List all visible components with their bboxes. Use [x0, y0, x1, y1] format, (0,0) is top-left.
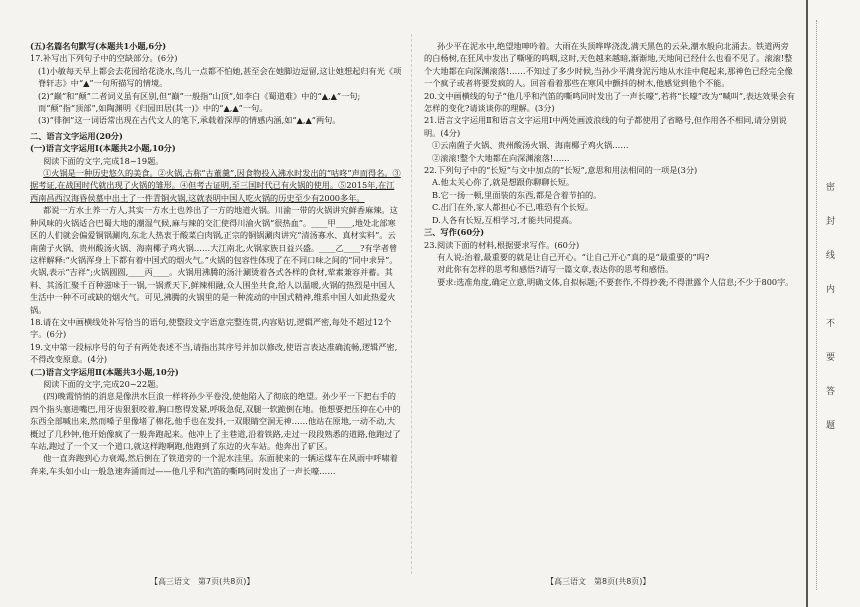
- left-column-line: (五)名篇名句默写(本题共1小题,6分): [30, 41, 167, 51]
- right-column-line: D.人各有长短,互相学习,才能共同提高。: [432, 214, 578, 225]
- right-column-line: 23.阅读下面的材料,根据要求写作。(60分): [424, 239, 580, 250]
- right-column-line: ①云南菌子火锅、贵州酸汤火锅、海南椰子鸡火锅……: [432, 140, 629, 151]
- left-column-line: (2)“巅”和“颠”二者词义虽有区别,但“巅”一般指“山顶”,如李白《蜀道难》中的“▲,▲”一句;而“颠”指“顶部”,如陶渊明《归园田居(其一)》中的“▲,▲”一句。: [38, 90, 361, 114]
- seal-char: 密: [826, 183, 836, 193]
- left-column-line: (四)晚霞悄悄的消息是像洪水巨浪一样将孙少平卷没,使他陷入了彻底的绝望。孙少平一下把右手的四个指头塞进嘴巴,用牙齿狠狠咬着,胸口憋得发紧,呼吸急促,双腿一软跪倒在地。他想要把压抑在心中的东西全部喊出来,然而嗓子里像堵了棉花,他手也在发抖,一双眼睛空洞无神……他站在原地,一动不动,大概过了几秒钟,他开始像疯了一般奔跑起来。他冲上了主巷道,沿着铁路,走过一段段熟悉的道路,他跑过了车站,跑过了一个又一个道口,就这样跑啊跑,他跑到了东边的火车站。他奔出了矿区。: [30, 391, 401, 451]
- right-column-line: 孙少平在泥水中,绝望地呻吟着。大雨在头顶哗哗浇泼,满天黑色的云朵,潮水般向北涌去。铁道两旁的白杨树,在狂风中发出了嘶哑的呜咽,这时,天色越来越暗,渐渐地,天地间已经什么也看不见了。滚滚!整个大地都在向深渊滚落!……不知过了多少时候,当孙少平满身泥污地从水洼中爬起来,那神色已经完全像一个疯子或者将要发疯的人。回首看着那些在寒风中颤抖的树木,他感觉到他个不能。: [424, 41, 793, 89]
- left-column-line: (1)小敏每天早上都会去花园给花浇水,鸟儿一点都不怕她,甚至会在她脚边逗留,这让她想起归有光《项脊轩志》中“▲”一句所描写的情境。: [38, 65, 402, 89]
- right-column-line: 三、写作(60分): [424, 227, 485, 238]
- footer-left: 【高三语文 第7页(共8页)】: [150, 577, 255, 586]
- seal-char: 封: [826, 217, 836, 227]
- seal-char: 答: [826, 387, 836, 397]
- seal-char: 题: [826, 421, 836, 431]
- seal-char: 不: [826, 319, 836, 329]
- left-column-line: 阅读下面的文字,完成18~19题。: [43, 155, 164, 166]
- binding-dotted-line: [816, 20, 817, 590]
- right-column-line: 21.语言文字运用Ⅱ和语言文字运用Ⅰ中两处画波浪线的句子都使用了省略号,但作用各不相同,请分别说明。(4分): [424, 115, 787, 138]
- left-column-line: 二、语言文字运用(20分): [30, 130, 123, 141]
- seal-char: 线: [826, 251, 836, 261]
- right-column-line: ②滚滚!整个大地都在向深渊滚落!……: [432, 152, 570, 163]
- right-column-line: 有人说:治着,最重要的就是让自己开心。“让自己开心”真的是“最重要的”吗?: [437, 251, 710, 262]
- right-column-line: C.出门在外,家人都担心不已,唯恐有个长短。: [432, 202, 594, 213]
- left-column-line: 19.文中第一段标序号的句子有两处表述不当,请指出其序号并加以修改,使语言表达准确流畅,逻辑严密,不得改变原意。(4分): [30, 341, 398, 365]
- footer-right: 【高三语文 第8页(共8页)】: [546, 577, 651, 586]
- right-column-line: B.它一扬一顿,里面装的东西,都是合着节拍的。: [432, 189, 602, 200]
- right-column-line: 22.下列句子中的“长短”与文中加点的“长短”,意思和用法相同的一项是(3分): [424, 165, 698, 176]
- left-column-line: 他一直奔跑到心力衰竭,然后倒在了铁道旁的一个泥水洼里。东面驶来的一辆运煤车在风雨中呼啸着奔来,车头如小山一般急速奔涌而过——他几乎和汽笛的嘶鸣同时发出了一声长嚎……: [30, 453, 398, 476]
- left-column-line: 17.补写出下列句子中的空缺部分。(6分): [30, 53, 178, 64]
- right-column-line: A.他太关心你了,就是想跟你聊聊长短。: [432, 177, 575, 188]
- left-column-line: (3)“徘徊”这一词语常出现在古代文人的笔下,承载着深厚的情感内涵,如“▲,▲”两句。: [38, 115, 341, 126]
- left-column-line: 都说一方水土养一方人,其实一方水土也养出了一方的地道火锅。川渝一带的火锅讲究鲜香麻辣。这种风味的火锅适合巴蜀大地的潮湿气候,麻与辣的交汇使得川渝火锅“很热血”。____甲____,地处北部寒区的人们就会偏爱铜锅涮肉,东北人热衷于酸菜白肉锅,正宗的铜锅涮肉讲究“清汤寡水、真材实料”。云南菌子火锅、贵州酸汤火锅、海南椰子鸡火锅……大江南北,火锅家族日益兴盛。____乙____?有学者曾这样解释:“火锅浑身上下都有着中国式的烟火气。”火锅的包容性体现了在不同口味之间的“同中求异”。火锅,表示“吉祥”;火锅圆圆,____丙____。火锅用沸腾的汤汁涮烫着各式各样的食材,荤素兼容并蓄。其料、其汤汇聚千百种滋味于一锅,一锅煮天下,鲜辣相融,众人围坐共食,给人以温暖,火锅的热烈是中国人生活中一种不可或缺的烟火气。可见,沸腾的火锅里的是一种流动的中国式精神,维系中国人如此热爱火锅。: [30, 205, 398, 315]
- seal-char: 要: [826, 353, 836, 363]
- right-column-line: 对此你有怎样的思考和感悟?请写一篇文章,表达你的思考和感悟。: [437, 264, 674, 275]
- binding-strip: [806, 0, 860, 607]
- right-column: [424, 40, 796, 288]
- left-column-line: ①火锅是一种历史悠久的美食。②火锅,古称“古董羹”,因食物投入沸水时发出的“咕咚”声而得名。③据考证,在战国时代就出现了火锅的雏形。④但考古证明,至三国时代已有火锅的使用。⑤2015年,在江西南昌西汉海昏侯墓中出土了一件青铜火锅,这就表明中国人吃火锅的历史至少有2000多年。: [30, 168, 401, 203]
- left-column-line: 18.请在文中画横线处补写恰当的语句,使整段文字语意完整连贯,内容贴切,逻辑严密,每处不超过12个字。(6分): [30, 316, 392, 340]
- left-column: [30, 40, 402, 477]
- left-column-line: (二)语言文字运用Ⅱ(本题共3小题,10分): [30, 366, 179, 377]
- left-column-line: (一)语言文字运用Ⅰ(本题共2小题,10分): [30, 143, 176, 154]
- right-column-line: 要求:选准角度,确定立意,明确文体,自拟标题;不要套作,不得抄袭;不得泄露个人信息;不少于800字。: [437, 276, 794, 287]
- column-divider: [411, 34, 412, 574]
- left-column-line: 阅读下面的文字,完成20~22题。: [43, 378, 164, 389]
- seal-char: 内: [826, 285, 836, 295]
- right-column-line: 20.文中画横线的句子“他几乎和汽笛的嘶鸣同时发出了一声长嚎”,若将“长嚎”改为“喊叫”,表达效果会有怎样的变化?请谈谈你的理解。(3分): [424, 90, 795, 114]
